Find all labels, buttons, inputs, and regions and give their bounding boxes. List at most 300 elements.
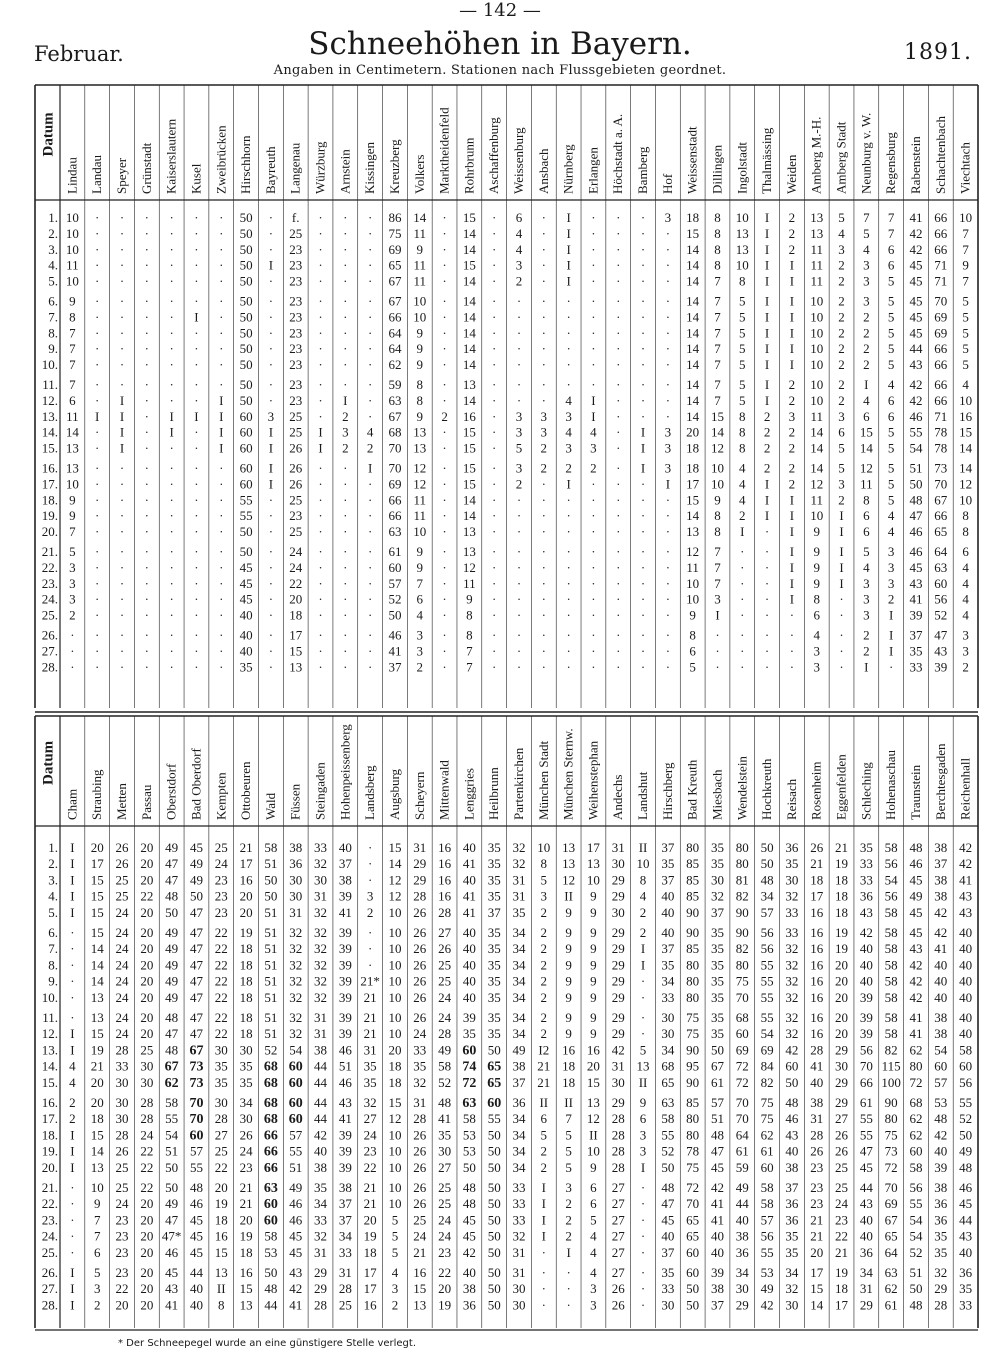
bottom-cell: 37 [512,1074,526,1090]
top-cell: I [789,257,795,273]
bottom-cell: 31 [289,904,303,920]
top-cell: · [442,424,447,440]
bottom-cell: 43 [959,904,973,920]
top-cell: 3 [863,607,870,623]
top-cell: 25 [289,408,303,424]
bottom-cell: 20 [140,989,154,1005]
top-cell: · [640,591,646,607]
bottom-station-header: München Sternw. [560,728,576,820]
bottom-cell: 28 [611,1127,625,1143]
top-cell: 9 [962,257,969,273]
top-cell: · [119,273,125,289]
top-cell: 26 [289,476,303,492]
top-cell: 2 [863,643,870,659]
top-cell: 45 [909,309,923,325]
bottom-cell: 29 [611,957,625,973]
bottom-cell: 34 [512,989,526,1005]
top-cell: I [789,293,795,309]
bottom-cell: 37 [661,872,675,888]
top-cell: I [119,392,125,408]
top-cell: · [367,257,373,273]
bottom-cell: 66 [263,1160,278,1176]
bottom-cell: 54 [760,1026,774,1042]
bottom-cell: 67 [884,1212,898,1228]
top-cell: · [219,575,224,591]
bottom-cell: 26 [413,1159,427,1175]
top-cell: · [367,309,373,325]
bottom-cell: 40 [661,904,675,920]
bottom-cell: 47 [189,989,203,1005]
bottom-cell: I [541,1196,546,1212]
top-station-header: Kusel [188,163,204,194]
bottom-cell: 10 [388,989,402,1005]
top-cell: · [665,591,671,607]
bottom-cell: 31 [512,1244,526,1260]
bottom-cell: 32 [289,1026,303,1042]
top-cell: 2 [788,424,796,440]
bottom-cell: 90 [735,904,749,920]
top-cell: · [616,643,621,659]
bottom-cell: 2 [69,1111,76,1127]
top-cell: I [764,357,770,373]
bottom-cell: 40 [959,925,973,940]
top-station-header: Kaiserslautern [163,118,179,194]
top-cell: 8 [416,377,424,392]
top-cell: · [119,508,125,524]
bottom-cell: 80 [686,957,700,973]
bottom-cell: I [70,1159,75,1175]
bottom-cell: 58 [884,941,898,957]
bottom-cell: · [70,989,75,1005]
top-cell: 14 [462,273,476,289]
bottom-cell: 9 [590,1026,597,1042]
bottom-cell: 47 [189,1010,203,1025]
top-cell: · [194,357,199,373]
top-cell: 14 [462,357,476,373]
bottom-cell: 68 [735,1010,749,1025]
bottom-cell: 45 [189,840,203,855]
top-cell: 7 [887,225,895,241]
bottom-cell: 40 [859,1212,873,1228]
top-cell: · [764,524,770,540]
top-cell: 8 [714,257,721,273]
top-cell: 75 [388,225,402,241]
bottom-cell: 28 [338,1281,352,1297]
top-cell: 13 [413,440,427,456]
top-cell: · [194,607,199,623]
bottom-station-header: Passau [138,784,154,820]
top-station-header: Amberg M.-H. [808,116,824,194]
top-cell: · [442,210,447,225]
bottom-cell: 10 [636,856,650,872]
bottom-cell: 35 [487,957,501,973]
bottom-cell: 38 [314,1159,328,1175]
bottom-cell: 61 [735,1143,749,1159]
bottom-cell: 19 [438,1297,452,1313]
top-cell: 55 [239,492,253,508]
bottom-cell: 27 [611,1244,625,1260]
bottom-cell: 39 [338,1010,352,1025]
top-cell: · [219,559,224,575]
bottom-cell: I2 [538,1042,550,1058]
bottom-cell: 33 [338,1244,352,1260]
bottom-cell: 60 [735,1026,749,1042]
bottom-cell: 10 [388,1010,402,1025]
bottom-cell: 35 [710,989,724,1005]
top-cell: · [367,643,373,659]
top-cell: · [318,575,323,591]
bottom-cell: 60 [288,1059,303,1075]
bottom-cell: 60 [189,1128,204,1144]
top-cell: 10 [65,210,79,225]
top-cell: · [194,293,199,309]
top-cell: 2 [838,341,845,357]
bottom-cell: 50 [165,1180,179,1195]
bottom-cell: 66 [859,1074,873,1090]
bottom-cell: 56 [760,1228,774,1244]
bottom-cell: 56 [959,1074,973,1090]
top-cell: · [318,591,323,607]
bottom-cell: 13 [636,1058,650,1074]
top-cell: · [492,392,497,408]
bottom-cell: 38 [934,1180,948,1195]
bottom-cell: 3 [639,1127,647,1143]
top-cell: · [516,492,522,508]
top-cell: · [665,241,671,257]
top-cell: 13 [65,440,79,456]
bottom-cell: 27 [611,1265,625,1280]
top-cell: · [119,544,125,559]
bottom-cell: 2 [565,1212,572,1228]
top-cell: · [492,440,497,456]
bottom-cell: 55 [661,1127,675,1143]
bottom-cell: 50 [760,840,774,855]
top-cell: I [194,309,199,325]
top-cell: · [541,293,546,309]
bottom-cell: 10 [388,957,402,973]
top-cell: 57 [388,575,402,591]
top-cell: · [144,476,150,492]
top-cell: 15 [959,424,973,440]
top-cell: 42 [909,241,923,257]
bottom-cell: 20 [90,840,104,855]
bottom-cell: 3 [540,888,548,904]
bottom-cell: 12 [388,1111,402,1127]
top-cell: 7 [714,357,721,373]
bottom-cell: 43 [909,941,923,957]
bottom-cell: 49 [289,1180,303,1195]
bottom-cell: 9 [565,941,572,957]
bottom-cell: 18 [239,1010,253,1025]
bottom-cell: 58 [264,840,278,855]
bottom-cell: 33 [512,1212,526,1228]
top-cell: 3 [267,408,275,424]
top-cell: · [591,627,596,643]
top-cell: 11 [810,241,823,257]
top-cell: · [268,524,274,540]
top-cell: · [343,341,348,357]
top-cell: · [119,377,125,392]
bottom-cell: 35 [661,856,675,872]
bottom-cell: 21 [363,1026,377,1042]
bottom-cell: 50 [264,872,278,888]
bottom-cell: 43 [338,1095,352,1110]
top-cell: I [789,544,795,559]
top-cell: · [640,476,646,492]
top-cell: · [219,357,224,373]
bottom-cell: 54 [934,1042,948,1058]
bottom-cell: 38 [735,1228,749,1244]
bottom-cell: 58 [959,1042,973,1058]
top-cell: 2 [788,225,796,241]
top-cell: · [144,607,150,623]
top-cell: 6 [416,591,424,607]
top-cell: 8 [813,591,820,607]
top-cell: 45 [909,273,923,289]
top-cell: · [442,392,447,408]
top-cell: 2 [838,257,845,273]
bottom-cell: 75 [686,1159,700,1175]
top-cell: · [492,325,497,341]
top-cell: · [169,659,174,675]
bottom-cell: 72 [735,1058,749,1074]
top-cell: 64 [388,325,402,341]
top-cell: 4 [838,225,845,241]
bottom-cell: 18 [90,1111,104,1127]
bottom-cell: I [70,1143,75,1159]
top-cell: 13 [65,460,79,476]
top-cell: · [144,257,150,273]
top-cell: · [268,575,274,591]
bottom-cell: 50 [959,1127,973,1143]
top-cell: 25 [289,492,303,508]
top-cell: · [516,341,522,357]
top-cell: 6 [689,643,696,659]
top-cell: · [268,241,274,257]
bottom-cell: 28 [214,1111,228,1127]
top-cell: · [268,293,274,309]
bottom-cell: 85 [686,856,700,872]
bottom-cell: I [70,1297,75,1313]
bottom-cell: 23 [810,1159,824,1175]
bottom-cell: 80 [686,989,700,1005]
top-cell: · [219,377,224,392]
top-cell: 15 [686,492,700,508]
top-cell: I [789,559,795,575]
top-day-label: 23. [41,575,58,591]
bottom-cell: 40 [661,888,675,904]
bottom-cell: 51 [264,989,278,1005]
top-cell: 12 [413,460,427,476]
top-cell: 4 [739,492,746,508]
top-cell: 5 [689,659,696,675]
top-cell: · [492,476,497,492]
bottom-cell: 33 [661,989,675,1005]
top-station-header: Aschaffenburg [486,117,502,194]
bottom-cell: 26 [810,840,824,855]
bottom-cell: 80 [686,1127,700,1143]
bottom-cell: 100 [881,1074,901,1090]
bottom-cell: 39 [859,989,873,1005]
top-cell: 10 [810,309,824,325]
bottom-cell: 49 [438,1042,452,1058]
top-cell: 67 [934,492,948,508]
bottom-cell: · [640,1244,646,1260]
bottom-cell: 51 [165,1143,179,1159]
top-cell: 10 [413,309,427,325]
bottom-cell: 30 [512,1297,526,1313]
bottom-cell: 40 [462,1265,476,1280]
top-cell: · [318,241,323,257]
top-cell: · [268,225,274,241]
bottom-cell: 26 [239,1127,253,1143]
top-cell: 39 [934,659,948,675]
top-day-label: 6. [48,293,58,309]
top-cell: · [566,293,571,309]
bottom-cell: 70 [735,989,749,1005]
top-cell: · [343,293,348,309]
bottom-cell: 20 [239,904,253,920]
top-cell: 7 [714,377,721,392]
bottom-cell: 45 [909,872,923,888]
page-subtitle: Angaben in Centimetern. Stationen nach Flussgebieten geordnet. [273,63,727,78]
bottom-cell: 69 [735,1042,749,1058]
bottom-cell: 38 [289,840,303,855]
bottom-cell: 47* [161,1228,182,1244]
top-station-header: Grünstadt [138,142,154,194]
top-cell: · [665,544,671,559]
top-cell: · [566,377,571,392]
top-cell: 46 [909,544,923,559]
bottom-cell: 21 [537,1074,551,1090]
bottom-cell: 61 [760,1143,774,1159]
bottom-cell: 18 [239,989,253,1005]
bottom-cell: 31 [611,840,625,855]
top-cell: · [665,293,671,309]
bottom-cell: · [541,1281,546,1297]
top-cell: · [516,607,522,623]
top-cell: 42 [909,377,923,392]
top-cell: 2 [441,408,448,424]
bottom-cell: 80 [735,957,749,973]
top-cell: 10 [710,460,724,476]
top-cell: 50 [239,309,253,325]
bottom-cell: 55 [859,1111,873,1127]
bottom-cell: 47 [165,1212,179,1228]
bottom-cell: 25 [835,1159,849,1175]
bottom-cell: 15 [586,1074,600,1090]
top-cell: I [268,440,274,456]
bottom-cell: 15 [90,1127,104,1143]
top-cell: · [541,544,546,559]
bottom-cell: 51 [264,957,278,973]
bottom-cell: 26 [413,989,427,1005]
bottom-cell: 42 [934,1127,948,1143]
top-cell: 13 [810,210,824,225]
top-cell: · [541,492,546,508]
top-cell: · [764,627,770,643]
bottom-cell: 2 [639,904,647,920]
top-day-label: 17. [41,476,58,492]
top-cell: · [194,241,199,257]
top-day-label: 8. [48,325,58,341]
top-cell: 66 [388,508,402,524]
top-cell: · [169,341,174,357]
bottom-cell: 43 [289,1265,303,1280]
bottom-cell: II [638,840,648,855]
top-cell: · [318,460,323,476]
bottom-cell: 42 [462,1244,476,1260]
top-cell: 67 [388,408,402,424]
top-cell: I [219,424,224,440]
top-cell: · [194,559,199,575]
bottom-cell: 16 [438,872,452,888]
top-cell: I [740,524,745,540]
top-cell: · [591,524,596,540]
bottom-cell: 72 [735,1074,749,1090]
top-day-label: 22. [41,559,58,575]
bottom-cell: 34 [512,1143,526,1159]
bottom-cell: 62 [884,1281,898,1297]
bottom-cell: 20 [835,1010,849,1025]
bottom-cell: 50 [686,1281,700,1297]
top-day-label: 12. [41,392,58,408]
bottom-cell: 45 [189,1244,203,1260]
top-cell: 14 [462,241,476,257]
bottom-cell: 50 [487,1228,501,1244]
bottom-day-label: 3. [48,872,58,888]
top-cell: · [541,309,546,325]
bottom-cell: 27 [611,1228,625,1244]
top-cell: 5 [69,544,76,559]
bottom-cell: 60 [487,1096,502,1111]
top-cell: 4 [515,225,523,241]
bottom-cell: I [70,1127,75,1143]
top-cell: · [95,357,100,373]
bottom-cell: 50 [487,1042,501,1058]
bottom-cell: 60 [959,1058,973,1074]
top-cell: 42 [909,225,923,241]
bottom-cell: 43 [859,1196,873,1212]
bottom-cell: 90 [884,1095,898,1110]
bottom-cell: 36 [785,1196,799,1212]
bottom-cell: · [70,941,75,957]
top-cell: 2 [739,508,746,524]
bottom-cell: 39 [338,888,352,904]
top-cell: · [492,424,497,440]
top-cell: 45 [239,575,253,591]
top-cell: · [839,659,844,675]
bottom-cell: 56 [760,925,774,940]
bottom-cell: 44 [314,1058,328,1074]
top-cell: 46 [388,627,402,643]
top-cell: · [442,241,447,257]
top-cell: 3 [863,257,870,273]
bottom-cell: 4 [590,1265,597,1280]
top-cell: 6 [887,392,895,408]
bottom-cell: 16 [810,957,824,973]
top-cell: · [764,659,770,675]
bottom-cell: 35 [438,1127,452,1143]
top-cell: · [616,460,621,476]
top-cell: 55 [909,424,923,440]
bottom-cell: 80 [686,840,700,855]
bottom-day-label: 5. [48,904,58,920]
bottom-cell: 37 [934,856,948,872]
bottom-cell: 16 [810,1010,824,1025]
top-cell: I [640,424,646,440]
top-cell: 5 [962,293,969,309]
